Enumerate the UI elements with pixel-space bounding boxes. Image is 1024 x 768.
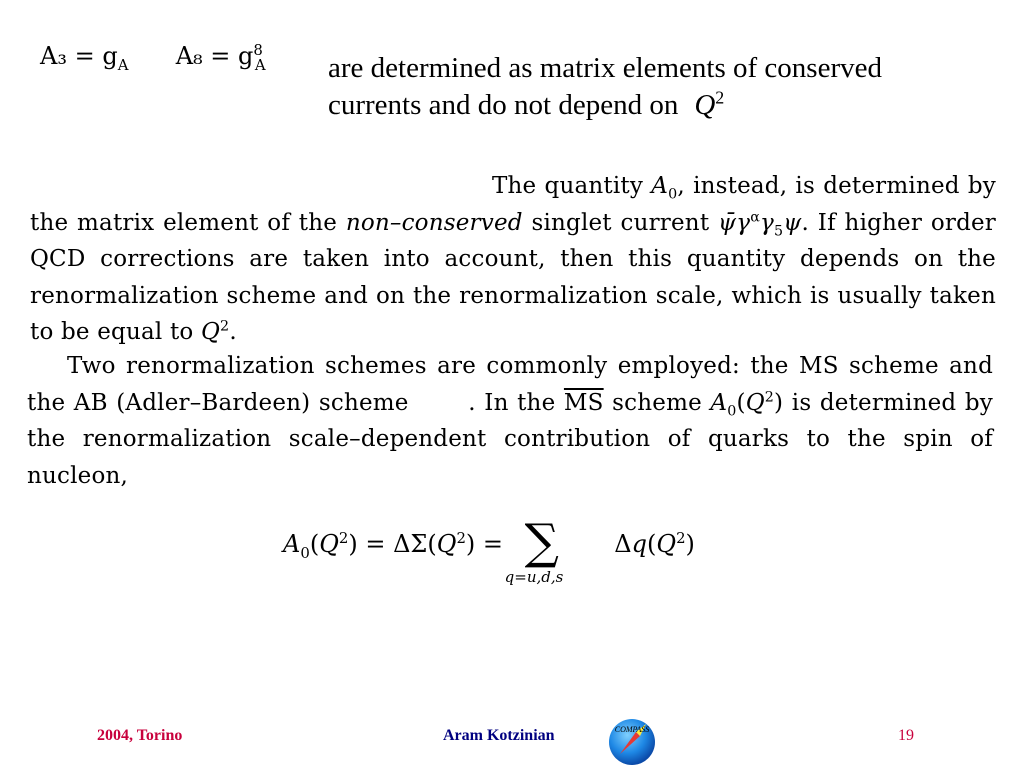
top-equations <box>40 41 266 74</box>
top-line-2: currents and do not depend on $Q^2$ <box>328 87 725 121</box>
top-line-1: are determined as matrix elements of conserved <box>328 52 882 84</box>
summation: ∑ q=u,d,s <box>504 514 564 586</box>
top-description <box>328 50 1008 124</box>
footer-author: Aram Kotzinian <box>443 727 555 744</box>
page-number: 19 <box>898 727 914 744</box>
svg-text:COMPASS: COMPASS <box>614 725 650 734</box>
footer-location: 2004, Torino <box>97 727 183 744</box>
eq-a8: $A_8 = g^8_A$ <box>175 41 266 74</box>
eq-a3: $A_3 = g_A$ <box>40 42 129 74</box>
paragraph-schemes: Two renormalization schemes are commonly employed: the MS scheme and the AB (Adler–Bardeen) scheme . In the $\overline{MS}$ scheme $A_0(Q^2)$ is determined by the renormalization scale–dependent contribution of quarks to the spin of nucleon, <box>27 353 993 489</box>
display-equation: $A_0(Q^2) = \Delta\Sigma(Q^2)$ = ∑ q=u,d,s $\Delta q(Q^2)$ <box>283 520 695 600</box>
compass-logo <box>606 714 658 766</box>
paragraph-axial-charge: The quantity $A_0$, instead, is determined by the matrix element of the non–conserved singlet current $\psī\gamma^\alpha\gamma_5\psi$. If higher order QCD corrections are taken into account, then this quantity depends on the renormalization scheme and on the renormalization scale, which is usually taken to be equal to $Q^2$. <box>30 173 996 345</box>
slide-footer <box>0 724 1024 754</box>
singlet-current: $\psī\gamma^\alpha\gamma_5\psi$ <box>718 208 802 240</box>
